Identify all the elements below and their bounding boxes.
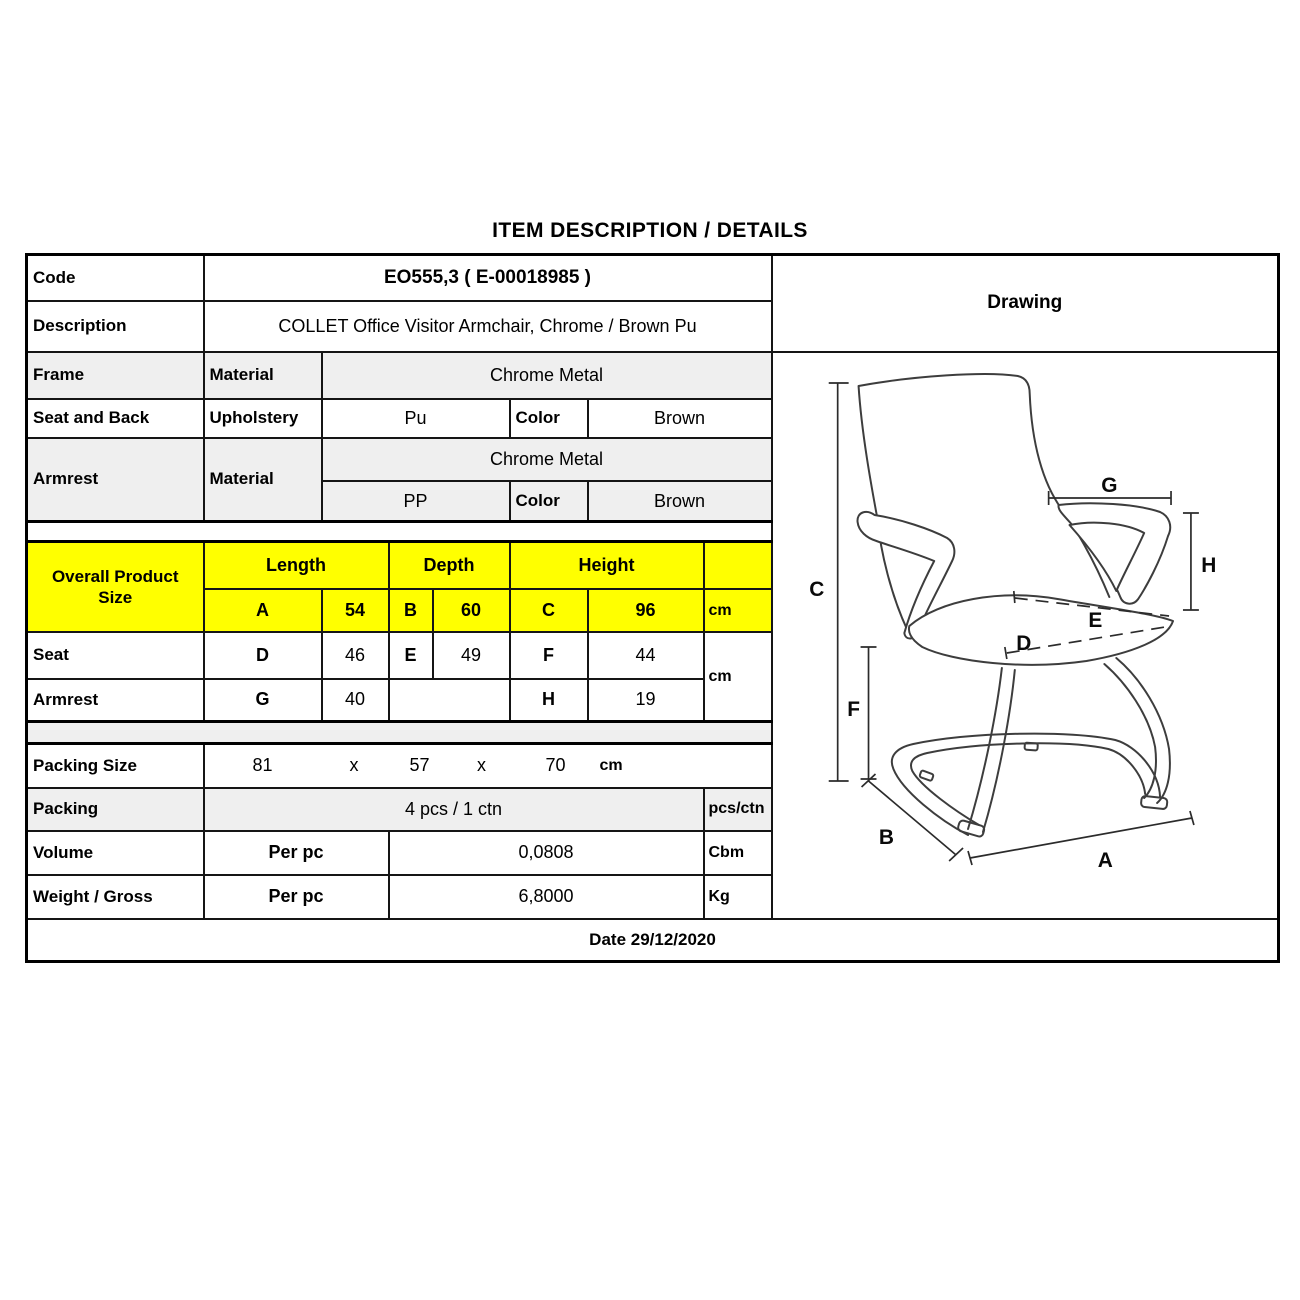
- spacer-white: [27, 522, 772, 542]
- code-label: Code: [27, 255, 204, 301]
- front-foot-glide: [957, 819, 985, 837]
- spec-table: [25, 253, 1280, 963]
- packing-label: Packing: [27, 788, 204, 831]
- frame-material-value: Chrome Metal: [322, 352, 772, 399]
- overall-unit: cm: [704, 589, 772, 632]
- frame-row: [27, 352, 1279, 399]
- date-value: Date 29/12/2020: [27, 919, 1279, 962]
- dim-label-E: E: [1087, 608, 1102, 632]
- armrest-material-label: Material: [204, 438, 322, 522]
- description-value: COLLET Office Visitor Armchair, Chrome / Brown Pu: [204, 301, 772, 352]
- dim-e-key: E: [389, 632, 433, 678]
- seat-cushion-path: [908, 595, 1172, 664]
- dim-d-value: 46: [322, 632, 389, 678]
- dim-label-D: D: [1015, 631, 1031, 655]
- weight-per: Per pc: [204, 875, 389, 919]
- code-row: [27, 255, 1279, 301]
- frame-label: Frame: [27, 352, 204, 399]
- description-label: Description: [27, 301, 204, 352]
- front-leg-tube-outer: [968, 668, 1002, 829]
- volume-per: Per pc: [204, 831, 389, 875]
- packing-unit: pcs/ctn: [704, 788, 772, 831]
- spacer-gray: [27, 722, 772, 744]
- rear-leg-tube-outer: [1116, 658, 1170, 803]
- armrest-material-value-2: PP: [322, 481, 510, 522]
- armrest-dim-label: Armrest: [27, 679, 204, 722]
- volume-label: Volume: [27, 831, 204, 875]
- packing-size-value-cell: [204, 744, 772, 788]
- drawing-cell: [772, 352, 1279, 919]
- dim-g-value: 40: [322, 679, 389, 722]
- packing-size-v1: 81: [252, 755, 273, 776]
- dim-label-H: H: [1200, 553, 1216, 577]
- overall-size-label: Overall Product Size: [27, 542, 204, 632]
- frame-material-label: Material: [204, 352, 322, 399]
- dim-d-key: D: [204, 632, 322, 678]
- volume-unit: Cbm: [704, 831, 772, 875]
- dim-f-key: F: [510, 632, 588, 678]
- seat-dim-label: Seat: [27, 632, 204, 678]
- packing-size-v3: 70: [545, 755, 566, 776]
- packing-size-x2: x: [477, 755, 486, 776]
- dim-g-key: G: [204, 679, 322, 722]
- page-title: ITEM DESCRIPTION / DETAILS: [492, 219, 808, 242]
- seat-back-color-label: Color: [510, 399, 588, 438]
- dim-c-value: 96: [588, 589, 704, 632]
- seat-armrest-unit: cm: [704, 632, 772, 721]
- dim-label-B: B: [878, 825, 894, 849]
- armrest-label: Armrest: [27, 438, 204, 522]
- dim-e-value: 49: [433, 632, 510, 678]
- packing-size-v2: 57: [409, 755, 430, 776]
- weight-label: Weight / Gross: [27, 875, 204, 919]
- overall-header-blank: [704, 542, 772, 589]
- height-header: Height: [510, 542, 704, 589]
- packing-size-values: [205, 745, 771, 787]
- dim-line-H: [1182, 513, 1198, 610]
- date-row: [27, 919, 1279, 962]
- dim-c-key: C: [510, 589, 588, 632]
- seat-back-label: Seat and Back: [27, 399, 204, 438]
- dim-b-value: 60: [433, 589, 510, 632]
- chair-backrest-path: [858, 374, 1109, 630]
- dim-label-F: F: [846, 697, 860, 721]
- dim-tick-E: [1013, 591, 1014, 603]
- packing-size-unit: cm: [599, 756, 623, 774]
- seat-back-color-value: Brown: [588, 399, 772, 438]
- dim-line-A: [968, 811, 1194, 865]
- armrest-color-value: Brown: [588, 481, 772, 522]
- chair-drawing: [773, 353, 1278, 913]
- weight-unit: Kg: [704, 875, 772, 919]
- rear-leg-tube-inner: [1104, 664, 1156, 798]
- dim-a-key: A: [204, 589, 322, 632]
- upholstery-label: Upholstery: [204, 399, 322, 438]
- depth-header: Depth: [389, 542, 510, 589]
- dim-f-value: 44: [588, 632, 704, 678]
- dim-h-key: H: [510, 679, 588, 722]
- packing-size-x1: x: [349, 755, 359, 776]
- armrest-color-label: Color: [510, 481, 588, 522]
- dim-label-C: C: [808, 577, 824, 601]
- dim-h-value: 19: [588, 679, 704, 722]
- dim-label-A: A: [1097, 848, 1113, 872]
- floor-rail-inner: [910, 743, 1144, 825]
- seat-back-material-value: Pu: [322, 399, 510, 438]
- dim-line-B: [861, 774, 962, 861]
- volume-value: 0,0808: [389, 831, 704, 875]
- rail-clip-left: [919, 770, 934, 781]
- length-header: Length: [204, 542, 389, 589]
- packing-value: 4 pcs / 1 ctn: [204, 788, 704, 831]
- code-value: EO555,3 ( E-00018985 ): [204, 255, 772, 301]
- dim-a-value: 54: [322, 589, 389, 632]
- dim-line-F: [860, 647, 876, 779]
- packing-size-label: Packing Size: [27, 744, 204, 788]
- weight-value: 6,8000: [389, 875, 704, 919]
- armrest-dim-blank: [389, 679, 510, 722]
- dim-b-key: B: [389, 589, 433, 632]
- armrest-material-value-1: Chrome Metal: [322, 438, 772, 481]
- drawing-header: Drawing: [772, 255, 1279, 352]
- dim-line-C: [828, 383, 848, 781]
- dim-label-G: G: [1100, 473, 1117, 497]
